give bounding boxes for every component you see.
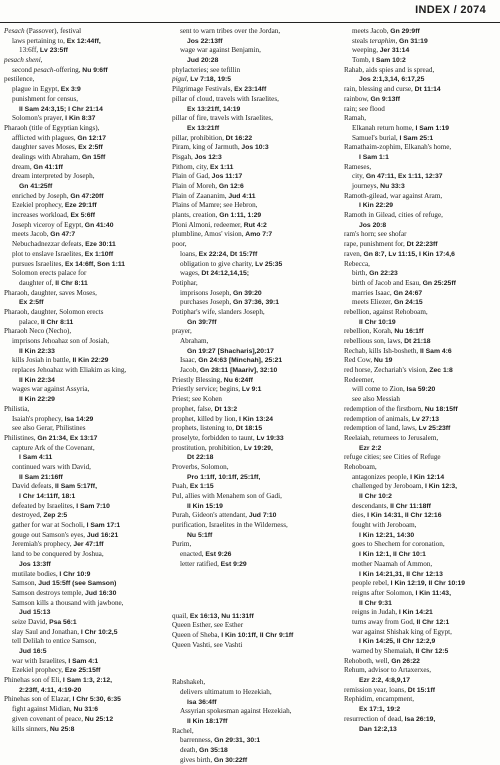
index-subentry: purchases Joseph, Gn 37:36, 39:1 (180, 298, 280, 307)
index-subentry: I Sam 4:11 (19, 454, 53, 462)
index-subentry: I Kin 12:1, II Chr 10:1 (359, 551, 426, 559)
index-subentry: Solomon's prayer, I Kin 8:37 (12, 114, 96, 123)
index-subentry: Jeremiah's prophecy, Jer 47:1ff (12, 540, 104, 549)
index-subentry: meets Jacob, Gn 29:9ff (352, 27, 420, 35)
index-subentry: wages, Dt 24:12,14,15; (180, 269, 250, 278)
index-subentry: seize David, Psa 56:1 (12, 617, 77, 626)
index-subentry: slay Saul and Jonathan, I Chr 10:2,5 (12, 627, 118, 636)
index-entry: Phinehas son of Eli, I Sam 1:3, 2:12, (4, 676, 113, 685)
index-subentry: sent to warn tribes over the Jordan, (180, 27, 281, 35)
index-subentry: kills sinners, Nu 25:8 (12, 724, 75, 733)
index-subentry: challenged by Jeroboam, I Kin 12:3, (352, 482, 458, 491)
index-entry: Puah, Ex 1:15 (172, 482, 214, 491)
index-column-1 (4, 27, 160, 733)
index-entry: Pisgah, Jos 12:3 (172, 152, 222, 161)
index-entry: rape, punishment for, Dt 22:23ff (344, 240, 438, 249)
index-entry: Priest; see Kohen (172, 395, 222, 404)
index-subentry: continued wars with David, (12, 462, 91, 471)
index-subentry: gather for war at Socholi, I Sam 17:1 (12, 521, 121, 530)
index-subentry: fight against Midian, Nu 31:6 (12, 705, 99, 714)
section-gap (172, 584, 336, 598)
index-subentry: meets Jacob, Gn 47:7 (12, 230, 76, 239)
index-subentry: II Kin 15:19 (187, 502, 223, 510)
index-subentry: city, Gn 47:11, Ex 1:11, 12:37 (352, 172, 443, 181)
index-subentry: II Kin 22:34 (19, 376, 55, 384)
index-subentry: imprisons Joseph, Gn 39:20 (180, 288, 262, 297)
index-entry: Ramah, (344, 114, 367, 123)
index-entry: plumbline, Amos' vision, Amo 7:7 (172, 230, 273, 239)
index-subentry: II Chr 10:19 (359, 318, 396, 326)
index-subentry: Samson destroys temple, Jud 16:30 (12, 588, 117, 597)
section-gap (172, 650, 336, 664)
index-subentry: pursues Israelites, Ex 14:6ff, Son 1:11 (12, 259, 126, 268)
index-subentry: Dt 22:18 (187, 454, 214, 462)
page-header (0, 0, 500, 23)
index-subentry: dealings with Abraham, Gn 15ff (12, 152, 106, 161)
index-entry: red horse, Zechariah's vision, Zec 1:8 (344, 366, 453, 375)
index-entry: remission year, loans, Dt 15:1ff (344, 685, 435, 694)
index-subentry: war against Shishak king of Egypt, (352, 627, 452, 636)
index-subentry: Assyrian spokesman against Hezekiah, (180, 707, 292, 716)
index-entry: pillar, prohibition, Dt 16:22 (172, 133, 253, 142)
index-subentry: gouge out Samson's eyes, Jud 16:21 (12, 530, 119, 539)
index-subentry: replaces Jehoahaz with Eliakim as king, (12, 366, 127, 375)
index-entry: Reelaiah, returnees to Jerusalem, (344, 433, 439, 442)
index-subentry: delivers ultimatum to Hezekiah, (180, 687, 272, 696)
index-subentry: enacted, Est 9:26 (180, 550, 232, 559)
index-entry: rain; see flood (344, 104, 385, 113)
index-entry: Plain of Moreh, Gn 12:6 (172, 182, 244, 190)
index-subentry: mother Naamah of Ammon, (352, 559, 433, 568)
index-subentry: II Chr 9:31 (359, 599, 392, 607)
index-subentry: Ex 17:1, 19:2 (359, 706, 401, 714)
index-entry: redemption of animals, Lv 27:13 (344, 414, 440, 423)
index-entry: Priestly Blessing, Nu 6:24ff (172, 375, 253, 384)
index-subentry: Gn 39:7ff (187, 318, 217, 326)
index-entry: Rehoboth, well, Gn 26:22 (344, 656, 420, 665)
index-subentry: Jos 20:8 (359, 221, 387, 229)
index-subentry: palace, II Chr 8:11 (19, 317, 74, 326)
index-subentry: Nebuchadnezzar defeats, Eze 30:11 (12, 240, 116, 249)
index-subentry: Jacob, Gn 28:11 [Maariv], 32:10 (180, 366, 278, 375)
index-subentry: marries Isaac, Gn 24:67 (352, 288, 423, 297)
index-subentry: letter ratified, Est 9:29 (180, 559, 247, 568)
index-entry: phylacteries; see tefillin (172, 65, 241, 74)
index-subentry: Isa 36:4ff (187, 698, 217, 706)
index-entry: prophets, listening to, Dt 18:15 (172, 424, 263, 433)
index-subentry: turns away from God, II Chr 12:1 (352, 617, 450, 626)
index-entry: redemption of the firstborn, Nu 18:15ff (344, 404, 458, 413)
index-subentry: journeys, Nu 33:3 (352, 182, 405, 190)
index-column-2 (172, 27, 336, 764)
index-subentry: antagonizes people, I Kin 12:14 (352, 472, 445, 481)
index-entry: rebellion, against Rehoboam, (344, 307, 428, 316)
index-subentry: I Kin 14:21,31, II Chr 12:13 (359, 570, 443, 578)
index-entry: raven, Gn 8:7, Lv 11:15, I Kin 17:4,6 (344, 249, 455, 258)
index-subentry: land to be conquered by Joshua, (12, 550, 104, 559)
index-subentry: steals teraphim, Gn 31:19 (352, 36, 428, 45)
index-entry: Philistines, Gn 21:34, Ex 13:17 (4, 433, 98, 442)
index-subentry: Isaac, Gn 24:63 [Minchah], 25:21 (180, 356, 283, 365)
index-subentry: Samson kills a thousand with jawbone, (12, 598, 124, 607)
index-entry: Queen Vashti, see Vashti (172, 640, 243, 649)
index-subentry: Jud 20:28 (187, 57, 219, 65)
index-subentry: II Kin 18:17ff (187, 718, 228, 725)
index-entry: quail, Ex 16:13, Nu 11:31ff (172, 611, 254, 620)
index-subentry: Pro 1:1ff, 10:1ff, 25:1ff, (187, 473, 261, 481)
index-subentry: people rebel, I Kin 12:19, II Chr 10:19 (352, 579, 466, 588)
index-entry: poor, (172, 240, 187, 249)
index-entry: Pilgrimage Festivals, Ex 23:14ff (172, 85, 267, 94)
index-subentry: Ezr 2:2, 4:8,9,17 (359, 677, 411, 685)
index-subentry: Elkanah return home, I Sam 1:19 (352, 123, 450, 132)
index-entry: redemption of land, laws, Lv 25:23ff (344, 424, 451, 433)
index-entry: pestilence, (4, 75, 35, 84)
index-entry: prayer, (172, 327, 192, 336)
index-subentry: 13:6ff, Lv 23:5ff (19, 46, 68, 55)
index-subentry: birth, Gn 22:23 (352, 269, 398, 278)
index-subentry: Gn 19:27 [Shacharis],20:17 (187, 347, 274, 355)
index-subentry: increases workload, Ex 5:6ff (12, 211, 96, 220)
index-subentry: 2:23ff, 4:11, 4:19-20 (19, 686, 82, 694)
index-entry: Pithom, city, Ex 1:11 (172, 162, 234, 171)
index-entry: proselyte, forbidden to taunt, Lv 19:33 (172, 433, 284, 442)
index-subentry: birth of Jacob and Esau, Gn 25:25ff (352, 278, 456, 287)
index-entry: prophet, false, Dt 13:2 (172, 404, 238, 413)
index-entry: Plain of Zaananim, Jud 4:11 (172, 191, 256, 200)
index-subentry: wages war against Assyria, (12, 385, 90, 394)
index-subentry: I Kin 12:21, 14:30 (359, 531, 415, 539)
index-subentry: second pesach-offering, Nu 9:6ff (12, 65, 108, 74)
index-subentry: fought with Jeroboam, (352, 521, 417, 530)
index-entry: Ramoth in Gilead, cities of refuge, (344, 211, 443, 220)
index-entry: Rabshakeh, (172, 678, 206, 687)
index-subentry: barrenness, Gn 29:31, 30:1 (180, 736, 261, 745)
index-entry: Rehoboam, (344, 462, 377, 471)
section-gap (172, 664, 336, 678)
index-subentry: warned by Shemaiah, II Chr 12:5 (352, 647, 449, 655)
index-subentry: tell Delilah to entice Samson, (12, 637, 97, 646)
index-entry: rainbow, Gn 9:13ff (344, 94, 400, 103)
index-subentry: gives birth, Gn 30:22ff (180, 755, 248, 764)
section-gap (172, 570, 336, 584)
index-subentry: Jud 16:5 (19, 648, 47, 655)
index-subentry: plague in Egypt, Ex 3:9 (12, 85, 81, 94)
index-entry: Rechab, kills Ish-bosheth, II Sam 4:6 (344, 346, 452, 355)
index-entry: pillar of cloud, travels with Israelites, (172, 94, 279, 103)
index-subentry: Jos 2:1,3,14, 6:17,25 (359, 76, 425, 84)
index-entry: Purah, Gideon's attendant, Jud 7:10 (172, 511, 277, 520)
index-entry: Ploni Almoni, redeemer, Rut 4:2 (172, 220, 267, 229)
index-subentry: Dan 12:2,13 (359, 725, 397, 733)
index-subentry: death, Gn 35:18 (180, 746, 228, 755)
index-entry: Plain of Gad, Jos 11:17 (172, 172, 243, 181)
index-entry: ram's horn; see shofar (344, 230, 407, 239)
index-entry: Rachel, (172, 726, 194, 735)
index-entry: Red Cow, Nu 19 (344, 356, 393, 365)
index-subentry: laws pertaining to, Ex 12:44ff, (12, 36, 101, 45)
index-subentry: Samson, Jud 15:5ff (see Samson) (12, 579, 117, 588)
index-subentry: mutilate bodies, I Chr 10:9 (12, 569, 91, 578)
index-subentry: afflicted with plagues, Gn 12:17 (12, 133, 107, 142)
index-entry: Potiphar's wife, slanders Joseph, (172, 307, 265, 316)
index-subentry: II Sam 24:3,15; I Chr 21:14 (19, 105, 103, 113)
index-subentry: see also Messiah (352, 395, 400, 404)
index-subentry: reigns in Judah, I Kin 14:21 (352, 608, 433, 617)
index-entry: Pharaoh Neco (Necho), (4, 327, 72, 336)
index-subentry: Samuel's burial, I Sam 25:1 (352, 133, 434, 142)
section-gap (172, 598, 336, 612)
index-subentry: Ex 13:21ff (187, 124, 220, 132)
index-subentry: David defeats, II Sam 5:17ff, (12, 482, 97, 491)
index-subentry: Abraham, (180, 337, 209, 345)
index-subentry: imprisons Jehoahaz son of Josiah, (12, 337, 109, 345)
index-entry: Philistia, (4, 404, 30, 413)
index-subentry: Gn 41:25ff (19, 183, 53, 190)
index-subentry: I Kin 22:29 (359, 202, 393, 210)
index-entry: Pesach (Passover), festival (4, 27, 82, 35)
index-entry: rebellion, Korah, Nu 16:1ff (344, 327, 424, 336)
index-subentry: defeated by Israelites, I Sam 7:10 (12, 501, 110, 510)
index-subentry: enriched by Joseph, Gn 47:20ff (12, 191, 104, 200)
index-subentry: war with Israelites, I Sam 4:1 (12, 656, 99, 665)
index-entry: Proverbs, Solomon, (172, 462, 229, 471)
index-entry: pillar of fire, travels with Israelites, (172, 114, 273, 123)
index-subentry: Isaiah's prophecy, Isa 14:29 (12, 414, 94, 423)
index-subentry: II Chr 10:2 (359, 493, 392, 500)
index-subentry: I Kin 14:25, II Chr 12:2,9 (359, 638, 436, 646)
index-subentry: obligation to give charity, Lv 25:35 (180, 259, 283, 268)
index-entry: pesach sheni, (4, 56, 43, 65)
index-entry: purification, Israelites in the Wilderness, (172, 521, 288, 530)
index-subentry: wage war against Benjamin, (180, 46, 261, 55)
index-entry: Rameses, (344, 162, 372, 171)
index-subentry: Jud 15:13 (19, 609, 51, 617)
index-entry: Pharaoh, daughter, saves Moses, (4, 288, 97, 297)
index-subentry: Solomon erects palace for (12, 269, 87, 278)
index-subentry: plot to enslave Israelites, Ex 1:10ff (12, 249, 114, 258)
index-subentry: Nu 5:1ff (187, 531, 213, 539)
index-subentry: loans, Ex 22:24, Dt 15:7ff (180, 249, 258, 258)
index-entry: Piram, king of Jarmuth, Jos 10:3 (172, 143, 269, 152)
index-subentry: II Kin 22:33 (19, 347, 55, 355)
index-subentry: Jos 13:3ff (19, 560, 51, 568)
index-subentry: Ezr 2:2 (359, 444, 382, 452)
index-entry: Rahab, aids spies and is spread, (344, 65, 435, 74)
index-entry: Potiphar, (172, 278, 198, 287)
index-entry: Queen of Sheba, I Kin 10:1ff, II Chr 9:1ff (172, 630, 294, 639)
index-subentry: Ezekiel prophecy, Eze 25:15ff (12, 666, 101, 675)
index-entry: Ramathaim-zophim, Elkanah's home, (344, 143, 452, 152)
index-subentry: dies, I Kin 14:31, II Chr 12:16 (352, 511, 442, 520)
index-entry: Priestly service; begins, Lv 9:1 (172, 385, 262, 394)
index-subentry: Tomb, I Sam 10:2 (352, 56, 406, 65)
index-subentry: Ex 2:5ff (19, 299, 44, 307)
index-entry: Phinehas son of Elazar, I Chr 5:30, 6:35 (4, 695, 121, 704)
index-subentry: II Kin 22:29 (19, 396, 55, 404)
index-entry: Pharaoh, daughter, Solomon erects (4, 307, 104, 316)
index-subentry: Joseph viceroy of Egypt, Gn 41:40 (12, 220, 114, 229)
index-subentry: meets Eliezer, Gn 24:15 (352, 298, 423, 307)
index-subentry: Jos 22:13ff (187, 37, 223, 45)
index-entry: Redeemer, (344, 375, 375, 384)
index-subentry: daughter saves Moses, Ex 2:5ff (12, 143, 103, 152)
index-entry: Rehum, advisor to Artaxerxes, (344, 666, 432, 675)
index-entry: Ramoth-gilead, war against Aram, (344, 191, 443, 200)
index-entry: Pul, allies with Menahem son of Gadi, (172, 492, 282, 500)
index-subentry: descendants, II Chr 11:18ff (352, 501, 431, 510)
index-subentry: will come to Zion, Isa 59:20 (352, 385, 436, 394)
index-entry: plants, creation, Gn 1:11, 1:29 (172, 211, 262, 220)
index-subentry: see also Gerar, Philistines (12, 424, 86, 433)
index-subentry: reigns after Solomon, I Kin 11:43, (352, 588, 451, 597)
index-entry: refuge cities; see Cities of Refuge (344, 453, 441, 462)
index-entry: Plains of Mamre; see Hebron, (172, 201, 258, 210)
index-entry: Purim, (172, 540, 192, 549)
index-subentry: daughter of, II Chr 8:11 (19, 278, 88, 287)
index-subentry: Ex 13:21ff, 14:19 (187, 105, 241, 113)
index-subentry: II Sam 21:16ff (19, 473, 63, 481)
index-entry: Rephidim, encampment, (344, 695, 415, 704)
index-subentry: weeping, Jer 31:14 (352, 46, 410, 55)
index-subentry: I Chr 14:11ff, 18:1 (19, 493, 76, 500)
index-column-3 (344, 27, 498, 733)
index-subentry: Ezekiel prophecy, Eze 29:1ff (12, 201, 97, 210)
index-subentry: capture Ark of the Covenant, (12, 443, 95, 452)
index-subentry: kills Josiah in battle, II Kin 22:29 (12, 356, 109, 365)
index-entry: rebellious son, laws, Dt 21:18 (344, 337, 431, 345)
index-subentry: destroyed, Zep 2:5 (12, 511, 68, 520)
index-subentry: given covenant of peace, Nu 25:12 (12, 714, 114, 723)
index-entry: Rebecca, (344, 259, 370, 268)
index-subentry: dream, Gn 41:1ff (12, 162, 63, 171)
index-entry: pigul, Lv 7:18, 19:5 (172, 75, 232, 84)
index-entry: prostitution, prohibition, Lv 19:29, (172, 443, 273, 452)
page-running-head: INDEX / 2074 (415, 4, 486, 16)
index-entry: rain, blessing and curse, Dt 11:14 (344, 85, 441, 94)
index-subentry: goes to Shechem for coronation, (352, 540, 445, 549)
index-subentry: I Sam 1:1 (359, 153, 389, 161)
index-entry: Queen Esther, see Esther (172, 621, 244, 630)
index-entry: prophet, killed by lion, I Kin 13:24 (172, 414, 274, 423)
index-subentry: punishment for census, (12, 94, 79, 103)
index-entry: resurrection of dead, Isa 26:19, (344, 714, 436, 723)
index-subentry: dream interpreted by Joseph, (12, 172, 95, 181)
index-entry: Pharaoh (title of Egyptian kings), (4, 123, 100, 132)
